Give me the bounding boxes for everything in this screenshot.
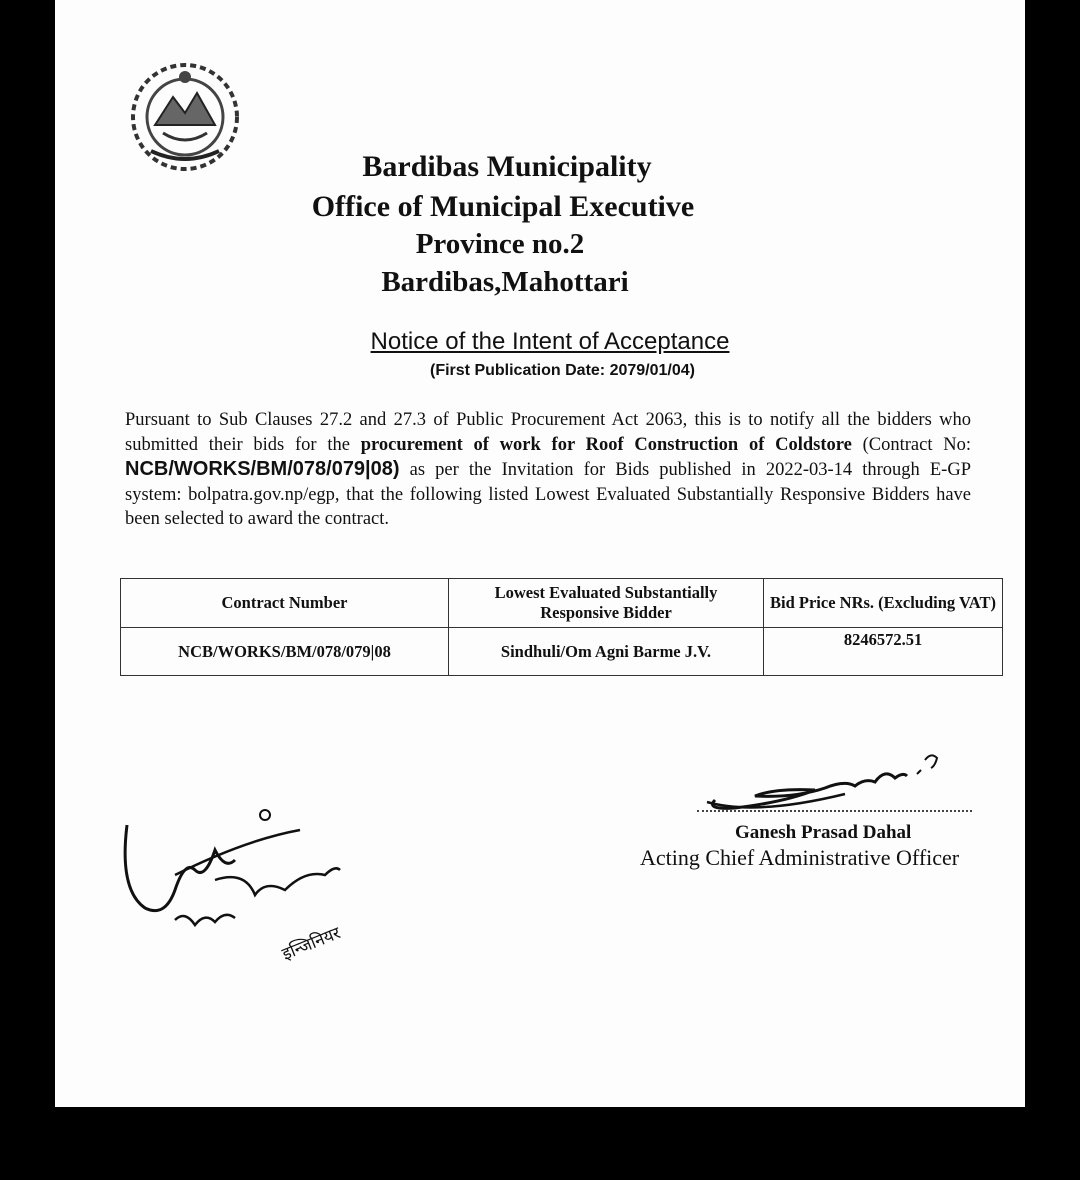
body-text-3: as per the Invitation for Bids published in 2022-03-14 through E-GP system: bolpatra.gov.np/egp, that the following listed Lowest Evaluated Substantially Responsive Bidders have been selected to award the contract. — [125, 460, 971, 529]
signatory-title: Acting Chief Administrative Officer — [640, 845, 960, 870]
signatory-name: Ganesh Prasad Dahal — [735, 822, 912, 843]
body-contract-no: NCB/WORKS/BM/078/079|08) — [125, 458, 400, 480]
body-bold-work: procurement of work for Roof Construction of Coldstore — [360, 434, 852, 455]
signature-engineer — [115, 800, 375, 980]
header-bid-price: Bid Price NRs. (Excluding VAT) — [764, 579, 1003, 628]
location-name: Bardibas,Mahottari — [381, 266, 629, 298]
municipality-name: Bardibas Municipality — [362, 150, 652, 183]
cell-bid-price: 8246572.51 — [764, 628, 1003, 676]
notice-body — [125, 408, 971, 532]
body-text-2: (Contract No: — [851, 434, 971, 455]
cell-bidder: Sindhuli/Om Agni Barme J.V. — [449, 628, 764, 676]
engineer-stamp: इन्जिनियर — [279, 923, 344, 965]
notice-title: Notice of the Intent of Acceptance — [370, 328, 730, 355]
header-bidder: Lowest Evaluated Substantially Responsive Bidder — [449, 579, 764, 628]
body-text-1: Pursuant to Sub Clauses 27.2 and 27.3 of Public Procurement Act 2063, this is to notify all the bidders who submitted their bids for the — [125, 410, 971, 455]
award-table — [120, 578, 1003, 676]
province-name: Province no.2 — [415, 228, 585, 260]
header-contract-number: Contract Number — [121, 579, 449, 628]
notice-subtitle: (First Publication Date: 2079/01/04) — [430, 362, 695, 379]
cell-contract-number: NCB/WORKS/BM/078/079|08 — [121, 628, 449, 676]
document-page — [55, 0, 1025, 1107]
signature-cao — [695, 738, 995, 818]
table-row — [121, 628, 1003, 676]
signature-line — [697, 810, 972, 812]
table-header-row — [121, 579, 1003, 628]
office-name: Office of Municipal Executive — [311, 190, 695, 223]
